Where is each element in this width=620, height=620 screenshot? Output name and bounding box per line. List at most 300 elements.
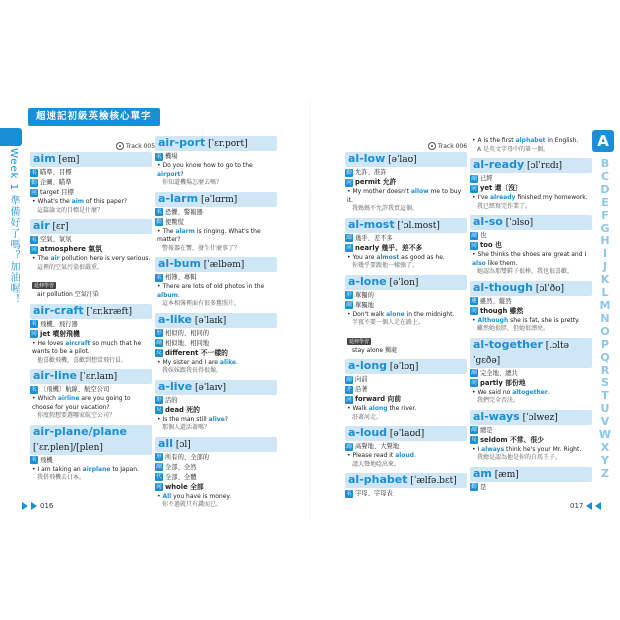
sense-text: dead 死的 (165, 405, 200, 414)
example-text: You are (352, 253, 377, 261)
headword: al-together (473, 337, 543, 351)
word-heading (470, 158, 592, 173)
bullet: • (472, 194, 478, 201)
example-keyword: alone (386, 310, 405, 318)
pos-badge: 動 (346, 169, 352, 176)
alphabet-letter[interactable]: J (602, 260, 608, 274)
sense-line (155, 218, 277, 227)
sense-text: 企圖、瞄準 (40, 179, 72, 186)
track-left: Track 005 (116, 142, 155, 150)
sense-line (470, 483, 592, 492)
pos-badge: 同 (31, 331, 37, 337)
sense-text: 機場 (165, 153, 178, 160)
example-text: My mother doesn't (352, 188, 411, 195)
translation: 你度假想要選哪家航空公司？ (37, 412, 116, 419)
example-text: to Japan. (110, 465, 139, 473)
example-keyword: alike (219, 358, 236, 366)
example-sentence (30, 466, 152, 475)
example-sentence (345, 254, 467, 263)
phonetic: [ɔlˈðo] (532, 283, 565, 294)
sense-line (345, 168, 467, 177)
bullet: • (472, 251, 478, 258)
example-sentence (345, 311, 467, 320)
sense-line (155, 396, 277, 405)
example-keyword: airport (157, 170, 181, 178)
pos-badge: 同 (471, 380, 477, 386)
pos-badge: 同 (31, 246, 37, 253)
example-sentence (470, 389, 592, 398)
headword: a-like (158, 312, 193, 326)
headword: a-long (348, 359, 388, 372)
letter-tab[interactable]: A (592, 130, 614, 152)
alphabet-letter[interactable]: B (600, 157, 610, 170)
bullet: • (347, 405, 353, 412)
word-entry (30, 425, 152, 483)
alphabet-letter[interactable]: I (602, 247, 608, 261)
column-4 (470, 136, 592, 496)
sense-line (470, 379, 592, 388)
headword: air-craft (33, 303, 84, 317)
pos-badge: 副 (346, 235, 352, 241)
headword: al-though (473, 280, 533, 294)
sense-line (470, 436, 592, 445)
headword: al-so (473, 215, 503, 228)
sense-text: jet 噴射飛機 (40, 329, 80, 338)
word-heading (345, 473, 467, 488)
alphabet-letter[interactable]: S (601, 376, 609, 390)
word-entry (470, 158, 592, 211)
example-sentence (30, 340, 152, 357)
alphabet-letter[interactable]: N (600, 311, 610, 325)
word-heading (155, 192, 277, 207)
example-sentence (155, 283, 277, 300)
translation: 他喜歡飛機，喜歡到想當飛行員。 (37, 356, 128, 364)
word-heading (470, 467, 592, 482)
headword: a-live (158, 379, 193, 393)
example-keyword: All (162, 492, 172, 500)
sense-text: 字母、字母表 (355, 490, 393, 497)
example-text: pollution here is very serious. (59, 255, 151, 262)
sense-text: 相似的、相同的 (165, 329, 210, 337)
translation: 我已經寫完作業了。 (477, 202, 532, 210)
alphabet-letter[interactable]: O (600, 324, 610, 338)
column-1 (30, 152, 152, 487)
word-entry (155, 437, 277, 510)
example-keyword: aloud (395, 452, 414, 459)
sense-text: 也 (480, 232, 487, 239)
alphabet-letter[interactable]: U (600, 402, 610, 416)
sense-text: 單獨的 (355, 291, 374, 299)
pos-badge: 同 (31, 189, 37, 196)
word-entry (345, 426, 467, 469)
example-text: you have is money. (171, 492, 231, 500)
example-text: He loves (37, 339, 66, 347)
example-sentence (30, 255, 152, 264)
example-text: as good as he. (399, 253, 445, 261)
translation: 我總是認為他是你的白馬王子。 (477, 454, 562, 461)
example-text: Walk (352, 405, 369, 412)
sense-text: 空氣、氣氛 (40, 236, 72, 243)
example-sentence (470, 317, 592, 326)
pos-badge: 連 (471, 298, 477, 304)
word-entry (30, 304, 152, 366)
bullet: • (157, 162, 163, 169)
pos-badge: 名 (31, 321, 37, 327)
arrow-right-icon (31, 502, 37, 510)
sense-text: nearly 幾乎、差不多 (355, 243, 423, 252)
sense-line (155, 483, 277, 492)
sense-line (155, 208, 277, 217)
sense-line (30, 168, 152, 177)
extension-text: stay alone 獨處 (352, 346, 398, 354)
alphabet-letter[interactable]: C (600, 169, 610, 183)
word-entry (345, 359, 467, 422)
bullet: • (32, 465, 38, 473)
example-text: The (162, 227, 176, 235)
pos-badge: 介 (346, 386, 352, 393)
phonetic: [əˈlɔŋ] (387, 362, 419, 372)
cd-icon (428, 142, 436, 150)
example-sentence (470, 194, 592, 203)
pos-badge: 副 (471, 232, 477, 239)
phonetic: [ˈɔlso] (502, 218, 534, 228)
phonetic: [ˈælbəm] (200, 260, 245, 270)
sense-line (470, 369, 592, 378)
translation: 沿著河走。 (352, 413, 383, 421)
sense-line (345, 375, 467, 384)
alphabet-index (598, 158, 612, 481)
arrow-left-icon (595, 502, 601, 510)
word-entry (345, 473, 467, 498)
side-title: Week 1 準備好了嗎？加油喔！ (8, 148, 19, 306)
cd-icon (116, 142, 124, 150)
headword: air-plane/plane (33, 424, 127, 438)
example-keyword: air (50, 255, 60, 262)
sense-line (155, 349, 277, 358)
sense-text: 全部、全然 (165, 463, 197, 471)
sense-text: 高聲地、大聲地 (355, 443, 400, 450)
word-entry (155, 257, 277, 309)
sense-line (345, 385, 467, 394)
sense-line (155, 453, 277, 462)
headword: al-most (348, 217, 395, 231)
sense-text: 相似地、相同地 (165, 339, 210, 347)
pos-badge: 反 (471, 437, 477, 443)
translation: 半夜不要一個人走在路上。 (352, 319, 425, 326)
example-keyword: album (157, 291, 178, 299)
arrow-right-icon (22, 502, 28, 510)
bullet: • (347, 310, 353, 318)
pos-badge: 名 (31, 386, 37, 393)
example-text: ? (180, 170, 184, 178)
pos-badge: 同 (156, 484, 162, 490)
translation: 我們完全否決。 (477, 397, 520, 404)
headword: al-low (348, 152, 386, 165)
sense-text: 〔飛機〕航線、航空公司 (40, 386, 110, 393)
example-text: A is the first (477, 137, 516, 144)
alphabet-letter[interactable]: D (600, 182, 610, 196)
phonetic: [əˈlɑrm] (198, 194, 238, 205)
example-sentence (155, 359, 277, 368)
example-text: The (37, 255, 51, 262)
bullet: • (32, 198, 38, 205)
headword: al-ways (473, 409, 520, 423)
example-keyword: altogether (512, 388, 548, 396)
word-heading (470, 338, 592, 368)
example-text: the river. (387, 405, 417, 412)
headword: all (158, 436, 173, 450)
sense-text: too 也 (480, 241, 502, 249)
pos-badge: 形 (346, 292, 352, 298)
pos-badge: 形 (156, 454, 162, 460)
sense-line (470, 184, 592, 193)
phonetic: [əˈlaʊ] (385, 155, 417, 165)
pos-badge: 動 (156, 219, 162, 225)
word-entry (470, 338, 592, 406)
example-sentence (470, 137, 592, 146)
alphabet-letter[interactable]: T (601, 389, 609, 403)
translation: 請大聲地唸出來。 (352, 460, 401, 468)
sense-line (155, 463, 277, 472)
phonetic: [.ɔltəˈgɛðə] (473, 340, 569, 366)
alphabet-letter[interactable]: X (600, 440, 610, 454)
column-2 (155, 136, 277, 514)
sense-line (30, 456, 152, 465)
section-banner: 超速記初級英檢核心單字 (28, 108, 160, 126)
example-keyword: almost (376, 253, 400, 261)
translation: 我搭飛機去日本。 (37, 474, 86, 481)
example-text: Is the man still (162, 415, 209, 423)
example-text: she is fat, she is pretty. (508, 316, 580, 324)
pos-badge: 名 (156, 153, 162, 160)
example-text: of this paper? (84, 198, 128, 205)
phonetic: [ˈɛr.port] (205, 139, 248, 149)
sense-line (345, 489, 467, 498)
word-entry (30, 219, 152, 300)
pos-badge: 同 (471, 185, 477, 192)
sense-line (155, 406, 277, 415)
sense-text: 相簿、專輯 (165, 274, 197, 281)
example-text: so much that he wants to be a pilot. (32, 339, 142, 355)
pos-badge: 副 (346, 443, 352, 450)
word-entry (470, 410, 592, 463)
word-entry (470, 215, 592, 277)
example-sentence (30, 198, 152, 207)
headword: a-loud (348, 426, 388, 439)
bullet: • (347, 253, 353, 261)
headword: air-port (158, 136, 206, 149)
example-keyword: also (472, 259, 486, 267)
word-entry (470, 467, 592, 492)
alphabet-letter[interactable]: M (599, 298, 611, 312)
headword: air (33, 219, 50, 232)
word-heading (30, 369, 152, 384)
example-text: . (177, 291, 180, 299)
bullet: • (32, 395, 38, 402)
translation: 警報器在響，發生什麼事了？ (162, 244, 241, 252)
example-text: . (413, 452, 416, 459)
example-keyword: alive (208, 415, 225, 423)
bullet: • (472, 445, 478, 453)
sense-text: 允許、准許 (355, 169, 387, 176)
sense-line (30, 320, 152, 329)
example-text: finished my homework. (515, 194, 588, 201)
example-keyword: airline (57, 395, 80, 402)
word-heading (155, 257, 277, 272)
phonetic: [ɛr] (49, 222, 69, 232)
pos-badge: 同 (346, 245, 352, 251)
word-heading (30, 304, 152, 319)
sense-line (155, 152, 277, 161)
translation: 你知道機場怎麼去嗎？ (162, 179, 223, 186)
phonetic: [ɔlˈrɛdɪ] (524, 161, 563, 171)
sense-text: 完全地、總共 (480, 369, 518, 377)
phonetic: [əˈlaɪv] (192, 382, 227, 393)
example-text: are you going to choose for your vacation? (32, 395, 131, 411)
alphabet-letter[interactable]: Y (601, 453, 609, 467)
sense-text: 恐懼、警報器 (165, 208, 203, 216)
example-sentence (345, 188, 467, 205)
sense-line (30, 385, 152, 394)
pos-badge: 同 (346, 179, 352, 186)
pos-badge: 形 (156, 330, 162, 336)
extension-text: air pollution 空氣汙染 (37, 291, 99, 298)
alphabet-letter[interactable]: P (600, 337, 610, 351)
example-text: There are lots of old photos in the (162, 283, 265, 290)
bullet: • (32, 255, 38, 262)
translation: 這本相簿裡面有很多舊照片。 (162, 300, 241, 307)
sense-text: atmosphere 氣氛 (40, 245, 102, 253)
alphabet-letter[interactable]: Q (600, 350, 610, 364)
pos-badge: 名 (31, 457, 37, 463)
example-sentence (345, 452, 467, 461)
bullet: • (472, 137, 478, 144)
alphabet-letter[interactable]: H (600, 234, 610, 248)
example-keyword: aircraft (65, 339, 91, 347)
bullet: • (472, 316, 478, 324)
word-heading (345, 275, 467, 290)
sense-line (345, 291, 467, 300)
word-heading (155, 136, 277, 151)
extension-tag: 延伸學習 (34, 283, 55, 289)
sense-line (345, 234, 467, 243)
sense-line (470, 174, 592, 183)
pos-badge: 副 (471, 175, 477, 182)
sense-text: 活的 (165, 396, 178, 404)
sense-text: 是 (480, 483, 487, 491)
word-heading (345, 218, 467, 233)
alphabet-letter[interactable]: L (601, 286, 609, 300)
alphabet-letter[interactable]: Z (601, 466, 609, 480)
headword: a-larm (158, 191, 199, 205)
example-sentence (155, 162, 277, 179)
translation: 我妹妹跟我長得很像。 (162, 367, 223, 374)
example-text: My sister and I are (162, 358, 220, 366)
alphabet-letter[interactable]: V (600, 415, 610, 429)
sense-text: yet 還〔沒〕 (480, 184, 522, 192)
example-text: in the midnight. (404, 310, 455, 318)
word-heading (345, 426, 467, 441)
example-sentence (155, 493, 277, 502)
example-text: ? (224, 415, 228, 423)
phonetic: [æm] (491, 469, 519, 480)
word-entry (30, 369, 152, 421)
sense-text: 總是 (480, 426, 493, 434)
sense-line (470, 241, 592, 250)
phonetic: [ˈɛr.plen]/[plen] (33, 442, 103, 453)
example-text: What's the (37, 198, 72, 205)
example-text: She thinks the shoes are great and I (477, 251, 587, 258)
sense-line (345, 178, 467, 187)
sense-text: permit 允許 (355, 178, 397, 186)
headword: aim (33, 152, 56, 165)
headword: am (473, 466, 492, 480)
translation: 這篇論文的目標是什麼？ (37, 206, 104, 214)
sense-line (155, 473, 277, 482)
pos-badge: 動 (471, 484, 477, 490)
sense-text: 全部、全體 (165, 473, 197, 481)
word-heading (30, 425, 152, 455)
example-keyword: already (490, 194, 516, 201)
headword: al-bum (158, 257, 201, 270)
alphabet-letter[interactable]: G (600, 221, 610, 235)
word-heading (155, 380, 277, 395)
example-text: Don't walk (352, 310, 387, 318)
example-text: We said no (477, 388, 513, 396)
pos-badge: 形 (156, 397, 162, 403)
pos-badge: 名 (156, 274, 162, 281)
phonetic: [ˈælfə.bɛt] (407, 476, 457, 486)
pos-badge: 同 (471, 242, 477, 249)
alphabet-letter[interactable]: K (600, 273, 610, 287)
pos-badge: 副 (471, 370, 477, 376)
alphabet-letter[interactable]: F (601, 208, 609, 222)
sense-line (470, 297, 592, 306)
translation: 你不過就只有錢而已。 (162, 501, 223, 508)
extension-tag: 延伸學習 (349, 338, 370, 345)
alphabet-letter[interactable]: E (601, 195, 609, 209)
sense-line (155, 273, 277, 282)
phonetic: [əˈlaʊd] (387, 429, 425, 439)
pos-badge: 副 (156, 464, 162, 470)
word-heading (345, 359, 467, 374)
page-number-right: 017 (570, 502, 601, 510)
word-entry (470, 137, 592, 154)
alphabet-letter[interactable]: W (598, 428, 612, 442)
word-entry (345, 275, 467, 356)
track-right: Track 006 (428, 142, 467, 150)
pos-badge: 反 (156, 350, 162, 356)
example-text: I am taking an (37, 465, 83, 473)
example-keyword: allow (410, 188, 429, 195)
sense-line (155, 329, 277, 338)
example-text: like them. (485, 259, 518, 267)
week-tab (0, 128, 22, 146)
pos-badge: 同 (471, 308, 477, 314)
alphabet-letter[interactable]: R (600, 363, 610, 377)
example-keyword: aim (71, 198, 85, 205)
word-heading (470, 281, 592, 296)
example-sentence (30, 395, 152, 412)
example-keyword: airplane (82, 465, 111, 473)
bullet: • (472, 388, 478, 396)
bullet: • (32, 339, 38, 347)
word-entry (155, 313, 277, 376)
word-entry (155, 192, 277, 254)
phonetic: [əˈlaɪk] (192, 315, 227, 326)
word-entry (30, 152, 152, 215)
sense-text: partly 部份地 (480, 378, 526, 387)
